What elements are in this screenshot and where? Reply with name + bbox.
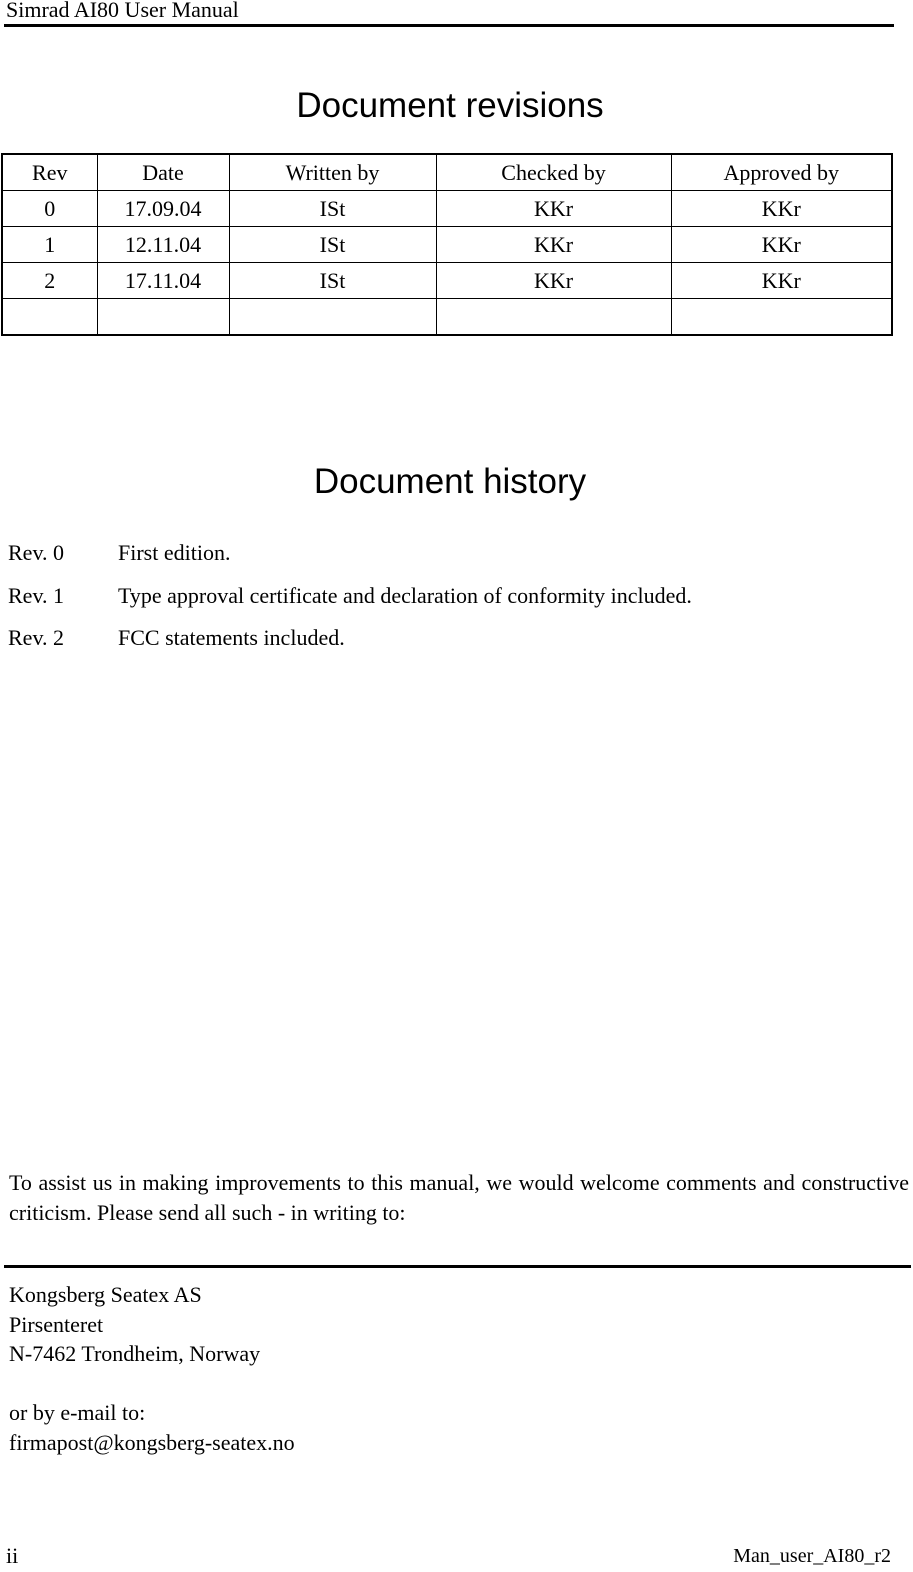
history-entry [8, 583, 692, 609]
history-entry [8, 625, 345, 651]
cell-rev: 2 [2, 263, 97, 299]
column-header-rev: Rev [2, 154, 97, 191]
comment-request: To assist us in making improvements to this manual, we would welcome comments and constructive criticism. Please send all such - in writing to: [9, 1170, 909, 1225]
company-name: Kongsberg Seatex AS [9, 1282, 202, 1307]
cell-checked-by: KKr [436, 227, 671, 263]
history-text: FCC statements included. [118, 625, 345, 650]
history-rev: Rev. 0 [8, 540, 65, 565]
table-row [2, 227, 892, 263]
cell-written-by: ISt [229, 191, 436, 227]
column-header-approved-by: Approved by [671, 154, 892, 191]
table-row [2, 191, 892, 227]
cell-checked-by: KKr [436, 191, 671, 227]
column-header-date: Date [97, 154, 229, 191]
header-title: Simrad AI80 User Manual [6, 0, 239, 22]
divider-rule [4, 1265, 911, 1268]
history-text: First edition. [118, 540, 231, 565]
column-header-checked-by: Checked by [436, 154, 671, 191]
cell-date: 17.09.04 [97, 191, 229, 227]
revisions-title: Document revisions [296, 86, 604, 125]
cell-checked-by [436, 299, 671, 336]
address-spacer [9, 1369, 295, 1399]
cell-rev: 1 [2, 227, 97, 263]
column-header-written-by: Written by [229, 154, 436, 191]
email-address: firmapost@kongsberg-seatex.no [9, 1429, 295, 1455]
contact-address [9, 1280, 295, 1457]
cell-date: 17.11.04 [97, 263, 229, 299]
table-row-empty [2, 299, 892, 336]
cell-rev [2, 299, 97, 336]
history-entry [8, 540, 230, 566]
table-row [2, 263, 892, 299]
history-rev: Rev. 2 [8, 625, 65, 650]
cell-written-by [229, 299, 436, 336]
page-number: ii [6, 1543, 19, 1568]
cell-written-by: ISt [229, 263, 436, 299]
header-rule [4, 24, 894, 27]
revisions-header-row [2, 154, 892, 191]
cell-approved-by: KKr [671, 191, 892, 227]
history-rev: Rev. 1 [8, 583, 65, 608]
history-title: Document history [313, 462, 587, 501]
email-intro: or by e-mail to: [9, 1400, 146, 1425]
history-text: Type approval certificate and declaration of conformity included. [118, 583, 692, 608]
cell-checked-by: KKr [436, 263, 671, 299]
revisions-table [1, 153, 893, 336]
document-id: Man_user_AI80_r2 [733, 1545, 891, 1567]
cell-approved-by: KKr [671, 227, 892, 263]
cell-date: 12.11.04 [97, 227, 229, 263]
cell-rev: 0 [2, 191, 97, 227]
city-line: N-7462 Trondheim, Norway [9, 1341, 261, 1366]
building-name: Pirsenteret [9, 1311, 104, 1337]
cell-approved-by: KKr [671, 263, 892, 299]
cell-written-by: ISt [229, 227, 436, 263]
cell-date [97, 299, 229, 336]
cell-approved-by [671, 299, 892, 336]
